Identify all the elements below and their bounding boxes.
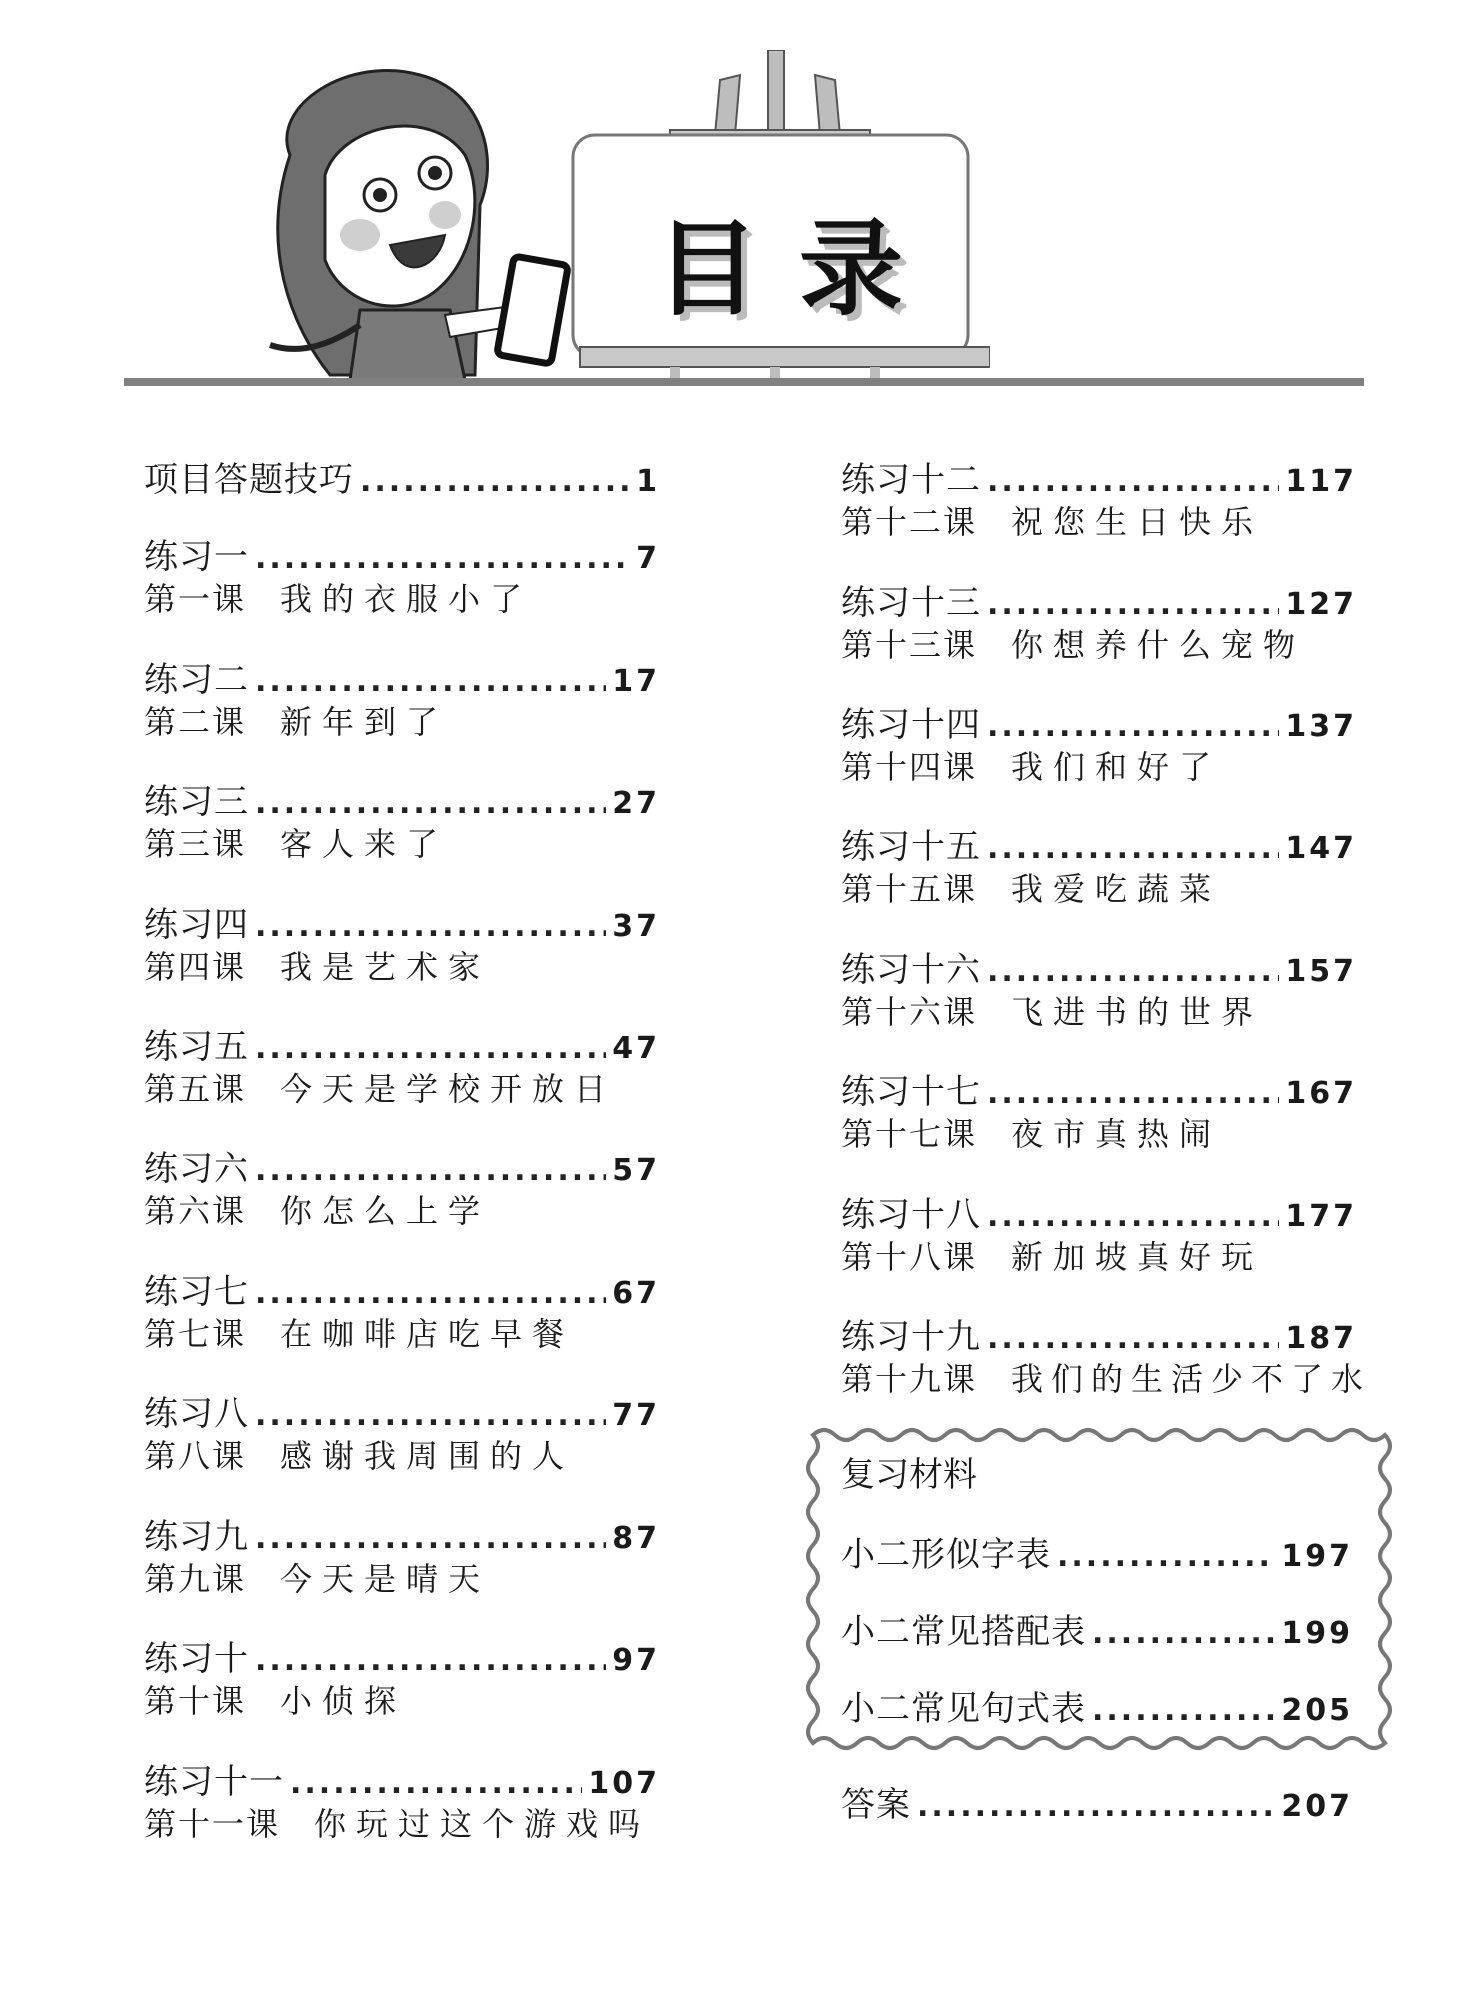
page-number: 177 — [1285, 1199, 1357, 1234]
lesson-number: 第九课 — [144, 1560, 247, 1598]
toc-entry[interactable] — [144, 452, 660, 501]
lesson-number: 第十课 — [144, 1682, 247, 1720]
toc-entry[interactable] — [841, 942, 1357, 991]
lesson-title: 小侦探 — [280, 1682, 407, 1720]
page-number: 167 — [1285, 1076, 1357, 1111]
dot-leader — [255, 541, 630, 576]
lesson-line — [841, 497, 1263, 543]
lesson-title: 我是艺术家 — [280, 948, 491, 986]
lesson-number: 第八课 — [144, 1437, 247, 1475]
dot-leader — [255, 909, 606, 944]
dot-leader — [987, 954, 1279, 989]
entry-title: 练习九 — [144, 1517, 249, 1557]
page-number: 187 — [1285, 1321, 1357, 1356]
dot-leader — [987, 587, 1279, 622]
entry-title: 项目答题技巧 — [144, 460, 354, 500]
lesson-title: 我们和好了 — [1011, 748, 1222, 786]
toc-entry[interactable] — [144, 1264, 660, 1313]
page-number: 197 — [1281, 1539, 1353, 1574]
lesson-number: 第一课 — [144, 580, 247, 618]
toc-entry[interactable] — [144, 1141, 660, 1190]
dot-leader — [255, 664, 606, 699]
entry-title: 练习六 — [144, 1149, 249, 1189]
page-number: 37 — [612, 909, 660, 944]
entry-title: 练习二 — [144, 660, 249, 700]
dot-leader — [987, 1076, 1279, 1111]
page-number: 97 — [612, 1643, 660, 1678]
lesson-line — [144, 1676, 406, 1722]
toc-entry[interactable] — [144, 1509, 660, 1558]
entry-title: 练习十二 — [841, 460, 981, 500]
lesson-line — [144, 1309, 574, 1355]
entry-title: 小二常见搭配表 — [841, 1612, 1086, 1652]
review-section-title: 复习材料 — [841, 1455, 977, 1495]
lesson-number: 第十八课 — [841, 1238, 978, 1276]
toc-entry[interactable] — [841, 1527, 1353, 1576]
lesson-line — [841, 864, 1221, 910]
entry-title: 答案 — [841, 1785, 911, 1825]
dot-leader — [255, 1398, 606, 1433]
toc-entry-answers[interactable] — [841, 1777, 1353, 1826]
page-number: 137 — [1285, 709, 1357, 744]
page-number: 1 — [636, 464, 660, 499]
page-number: 199 — [1281, 1616, 1353, 1651]
lesson-title: 我的衣服小了 — [280, 580, 533, 618]
lesson-number: 第十二课 — [841, 503, 978, 541]
lesson-number: 第十三课 — [841, 626, 978, 664]
dot-leader — [255, 1521, 606, 1556]
lesson-title: 祝您生日快乐 — [1011, 503, 1264, 541]
lesson-number: 第二课 — [144, 703, 247, 741]
lesson-number: 第十六课 — [841, 993, 978, 1031]
lesson-number: 第十一课 — [144, 1805, 281, 1843]
entry-title: 练习八 — [144, 1394, 249, 1434]
lesson-title: 新加坡真好玩 — [1011, 1238, 1264, 1276]
entry-title: 练习十四 — [841, 705, 981, 745]
lesson-line — [841, 1109, 1221, 1155]
page-number: 127 — [1285, 587, 1357, 622]
dot-leader — [987, 1321, 1279, 1356]
lesson-line — [841, 987, 1263, 1033]
dot-leader — [290, 1766, 582, 1801]
toc-entry[interactable] — [144, 897, 660, 946]
lesson-title: 我爱吃蔬菜 — [1011, 870, 1222, 908]
toc-entry[interactable] — [841, 1681, 1353, 1730]
dot-leader — [987, 464, 1279, 499]
lesson-number: 第七课 — [144, 1315, 247, 1353]
page-number: 205 — [1281, 1693, 1353, 1728]
entry-title: 练习十六 — [841, 950, 981, 990]
lesson-number: 第四课 — [144, 948, 247, 986]
toc-entry[interactable] — [144, 1754, 660, 1803]
entry-title: 练习十一 — [144, 1762, 284, 1802]
lesson-title: 今天是晴天 — [280, 1560, 491, 1598]
lesson-title: 今天是学校开放日 — [280, 1070, 617, 1108]
toc-entry[interactable] — [144, 1631, 660, 1680]
toc-entry[interactable] — [144, 1386, 660, 1435]
lesson-title: 你怎么上学 — [280, 1192, 491, 1230]
toc-entry[interactable] — [841, 1187, 1357, 1236]
toc-entry[interactable] — [144, 1019, 660, 1068]
lesson-line — [144, 819, 448, 865]
toc-entry[interactable] — [144, 652, 660, 701]
toc-entry[interactable] — [841, 819, 1357, 868]
toc-entry[interactable] — [841, 575, 1357, 624]
lesson-title: 客人来了 — [280, 825, 449, 863]
lesson-title: 我们的生活少不了水 — [1011, 1360, 1372, 1398]
dot-leader — [360, 464, 630, 499]
dot-leader — [987, 831, 1279, 866]
page-number: 87 — [612, 1521, 660, 1556]
lesson-line — [841, 620, 1305, 666]
page-number: 67 — [612, 1276, 660, 1311]
dot-leader — [255, 1276, 606, 1311]
girl-illustration — [230, 45, 610, 385]
dot-leader — [255, 1153, 606, 1188]
lesson-number: 第六课 — [144, 1192, 247, 1230]
entry-title: 小二常见句式表 — [841, 1689, 1086, 1729]
dot-leader — [987, 709, 1279, 744]
entry-title: 练习一 — [144, 537, 249, 577]
lesson-line — [144, 1064, 616, 1110]
lesson-number: 第三课 — [144, 825, 247, 863]
lesson-line — [144, 574, 532, 620]
page-number: 117 — [1285, 464, 1357, 499]
lesson-title: 在咖啡店吃早餐 — [280, 1315, 575, 1353]
lesson-number: 第十四课 — [841, 748, 978, 786]
entry-title: 练习十五 — [841, 827, 981, 867]
entry-title: 练习七 — [144, 1272, 249, 1312]
lesson-title: 夜市真热闹 — [1011, 1115, 1222, 1153]
toc-entry[interactable] — [144, 774, 660, 823]
lesson-line — [144, 1431, 574, 1477]
entry-title: 练习十七 — [841, 1072, 981, 1112]
dot-leader — [987, 1199, 1279, 1234]
lesson-number: 第十七课 — [841, 1115, 978, 1153]
page-number: 7 — [636, 541, 660, 576]
toc-entry[interactable] — [841, 1064, 1357, 1113]
lesson-line — [841, 1232, 1263, 1278]
entry-title: 练习十八 — [841, 1195, 981, 1235]
lesson-title: 你玩过这个游戏吗 — [314, 1805, 651, 1843]
page-number: 77 — [612, 1398, 660, 1433]
lesson-line — [841, 742, 1221, 788]
dot-leader — [1092, 1693, 1275, 1728]
page-number: 147 — [1285, 831, 1357, 866]
toc-entry[interactable] — [841, 1604, 1353, 1653]
toc-entry[interactable] — [841, 697, 1357, 746]
lesson-line — [144, 1799, 650, 1845]
lesson-line — [144, 942, 490, 988]
dot-leader — [1057, 1539, 1275, 1574]
page-number: 17 — [612, 664, 660, 699]
lesson-title: 新年到了 — [280, 703, 449, 741]
page-number: 207 — [1281, 1789, 1353, 1824]
lesson-line — [144, 1554, 490, 1600]
dot-leader — [255, 1643, 606, 1678]
entry-title: 练习五 — [144, 1027, 249, 1067]
lesson-number: 第五课 — [144, 1070, 247, 1108]
dot-leader — [1092, 1616, 1275, 1651]
lesson-number: 第十五课 — [841, 870, 978, 908]
header-divider — [124, 378, 1364, 386]
page-number: 157 — [1285, 954, 1357, 989]
toc-entry[interactable] — [841, 1309, 1357, 1358]
entry-title: 练习十三 — [841, 583, 981, 623]
page-number: 57 — [612, 1153, 660, 1188]
lesson-number: 第十九课 — [841, 1360, 978, 1398]
dot-leader — [917, 1789, 1275, 1824]
page-number: 107 — [588, 1766, 660, 1801]
entry-title: 练习四 — [144, 905, 249, 945]
entry-title: 练习三 — [144, 782, 249, 822]
entry-title: 练习十 — [144, 1639, 249, 1679]
lesson-title: 感谢我周围的人 — [280, 1437, 575, 1475]
lesson-title: 飞进书的世界 — [1011, 993, 1264, 1031]
lesson-title: 你想养什么宠物 — [1011, 626, 1306, 664]
toc-entry[interactable] — [841, 452, 1357, 501]
lesson-line — [841, 1354, 1371, 1400]
lesson-line — [144, 697, 448, 743]
dot-leader — [255, 786, 606, 821]
page-number: 47 — [612, 1031, 660, 1066]
entry-title: 小二形似字表 — [841, 1535, 1051, 1575]
toc-entry[interactable] — [144, 529, 660, 578]
dot-leader — [255, 1031, 606, 1066]
lesson-line — [144, 1186, 490, 1232]
page-title: 目录 — [655, 208, 944, 330]
entry-title: 练习十九 — [841, 1317, 981, 1357]
page-number: 27 — [612, 786, 660, 821]
